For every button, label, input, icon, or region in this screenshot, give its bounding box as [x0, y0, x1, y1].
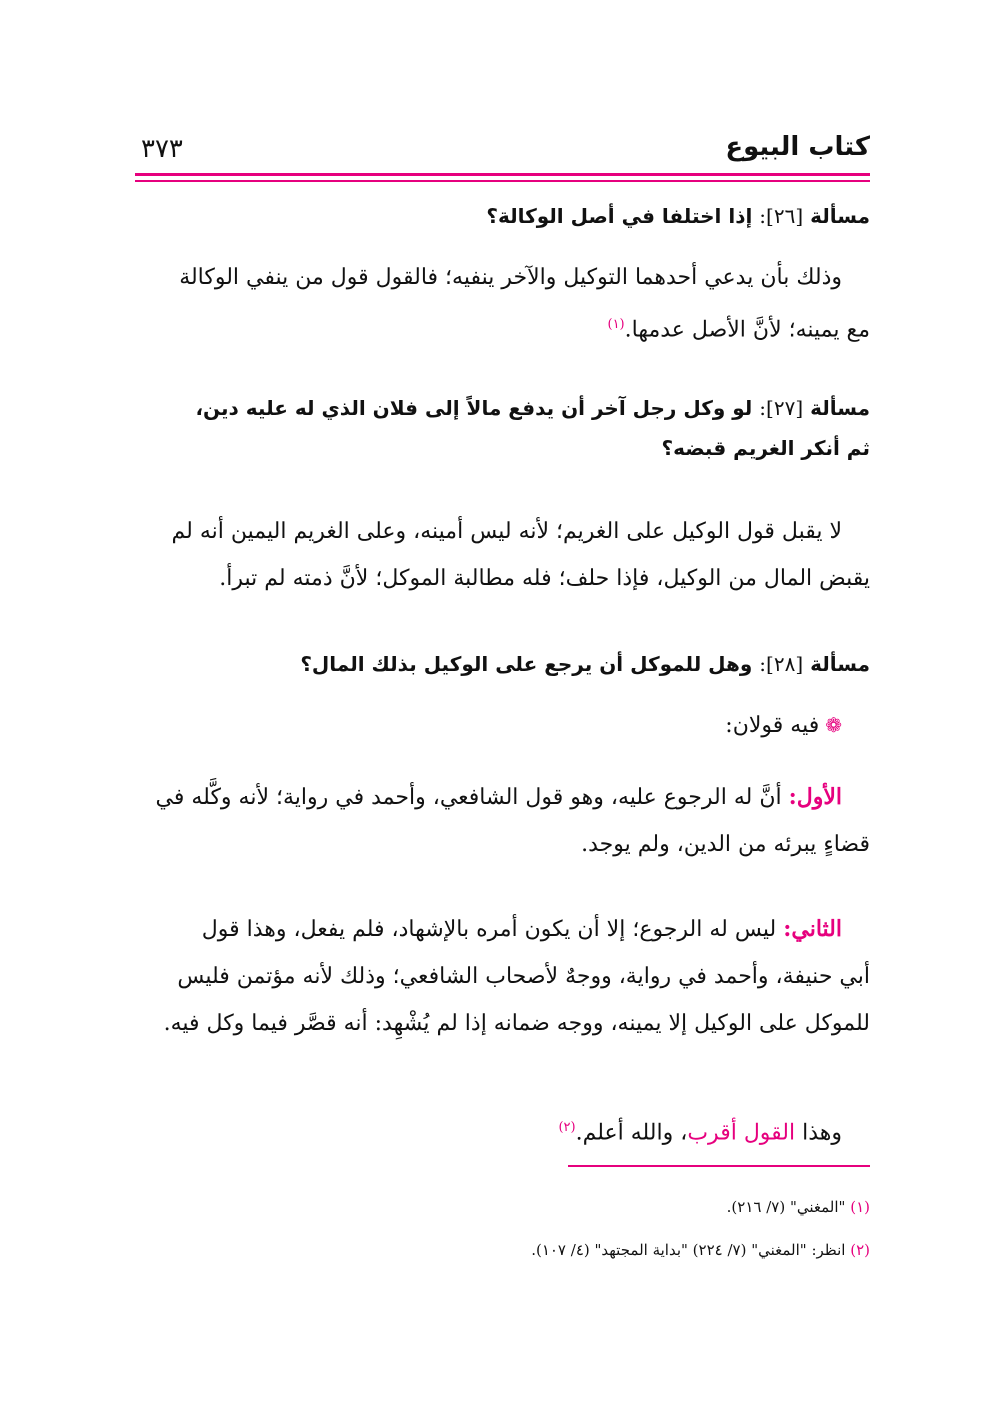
footnote-number: (٢) — [850, 1241, 870, 1259]
book-title: كتاب البيوع — [725, 132, 870, 162]
paragraph-line-conclusion — [135, 1104, 870, 1156]
paragraph-line: ليس له الرجوع؛ إلا أن يكون أمره بالإشهاد، فلم يفعل، وهذا قول — [201, 917, 777, 942]
paragraph-3 — [135, 702, 870, 749]
paragraph-line: قضاءٍ يبرئه من الدين، ولم يوجد. — [581, 832, 870, 857]
footnote-separator — [568, 1165, 870, 1167]
footnote-2 — [531, 1238, 870, 1262]
paragraph-line-with-lead — [135, 774, 870, 821]
conclusion-highlight: القول أقرب — [687, 1120, 796, 1146]
paragraph-6 — [135, 1104, 870, 1156]
paragraph-line: مع يمينه؛ لأنَّ الأصل عدمها. — [624, 317, 870, 343]
paragraph-line: أبي حنيفة، وأحمد في رواية، ووجهٌ لأصحاب الشافعي؛ وذلك لأنه مؤتمن فليس — [177, 964, 870, 989]
paragraph-2 — [135, 508, 870, 602]
paragraph-line: يقبض المال من الوكيل، فإذا حلف؛ فله مطالبة الموكل؛ لأنَّ ذمته لم تبرأ. — [219, 566, 870, 591]
question-28-heading — [135, 644, 870, 684]
question-label: مسألة — [810, 652, 870, 676]
footnote-text: "المغني" (٧/ ٢١٦). — [726, 1198, 846, 1216]
question-number: [٢٧]: — [759, 396, 804, 420]
paragraph-line: فيه قولان: — [725, 713, 820, 738]
paragraph-line-with-ornament — [135, 702, 870, 749]
opinion-label-first: الأول: — [788, 784, 842, 810]
paragraph-line-with-ref — [135, 301, 870, 353]
footnote-text: انظر: "المغني" (٧/ ٢٢٤) "بداية المجتهد" (٤/ ١٠٧). — [531, 1241, 846, 1259]
paragraph-line: أنَّ له الرجوع عليه، وهو قول الشافعي، وأحمد في رواية؛ لأنه وكَّله في — [155, 785, 782, 810]
question-title: إذا اختلفا في أصل الوكالة؟ — [486, 204, 753, 228]
conclusion-prefix: وهذا — [802, 1120, 842, 1146]
footnote-number: (١) — [850, 1198, 870, 1216]
question-label: مسألة — [810, 204, 870, 228]
paragraph-5 — [135, 906, 870, 1047]
question-label: مسألة — [810, 396, 870, 420]
flower-ornament-icon: ❁ — [825, 713, 842, 737]
opinion-label-second: الثاني: — [783, 916, 842, 942]
paragraph-4 — [135, 774, 870, 868]
paragraph-1 — [135, 254, 870, 353]
conclusion-suffix: ، والله أعلم. — [575, 1120, 688, 1146]
question-title: وهل للموكل أن يرجع على الوكيل بذلك المال؟ — [300, 652, 753, 676]
paragraph-line: وذلك بأن يدعي أحدهما التوكيل والآخر ينفيه؛ فالقول قول من ينفي الوكالة — [179, 265, 842, 290]
paragraph-line: للموكل على الوكيل إلا يمينه، ووجه ضمانه إذا لم يُشْهِد: أنه قصَّر فيما وكل فيه. — [163, 1011, 870, 1036]
question-number: [٢٨]: — [759, 652, 804, 676]
question-title-continued: ثم أنكر الغريم قبضه؟ — [661, 436, 870, 460]
question-title: لو وكل رجل آخر أن يدفع مالاً إلى فلان الذي له عليه دين، — [195, 396, 753, 420]
footnote-ref-1[interactable]: (١) — [607, 317, 625, 332]
question-27-heading — [135, 388, 870, 468]
question-heading-line — [135, 388, 870, 428]
header-rule-thick — [135, 173, 870, 176]
question-26-heading — [135, 196, 870, 236]
paragraph-line-with-lead — [135, 906, 870, 953]
header-rule-thin — [135, 180, 870, 182]
footnote-ref-2[interactable]: (٢) — [558, 1120, 576, 1135]
paragraph-line: لا يقبل قول الوكيل على الغريم؛ لأنه ليس أمينه، وعلى الغريم اليمين أنه لم — [171, 519, 842, 544]
question-number: [٢٦]: — [759, 204, 804, 228]
page-number: ٣٧٣ — [141, 134, 183, 164]
footnote-1 — [727, 1195, 870, 1219]
page-header — [135, 128, 870, 168]
